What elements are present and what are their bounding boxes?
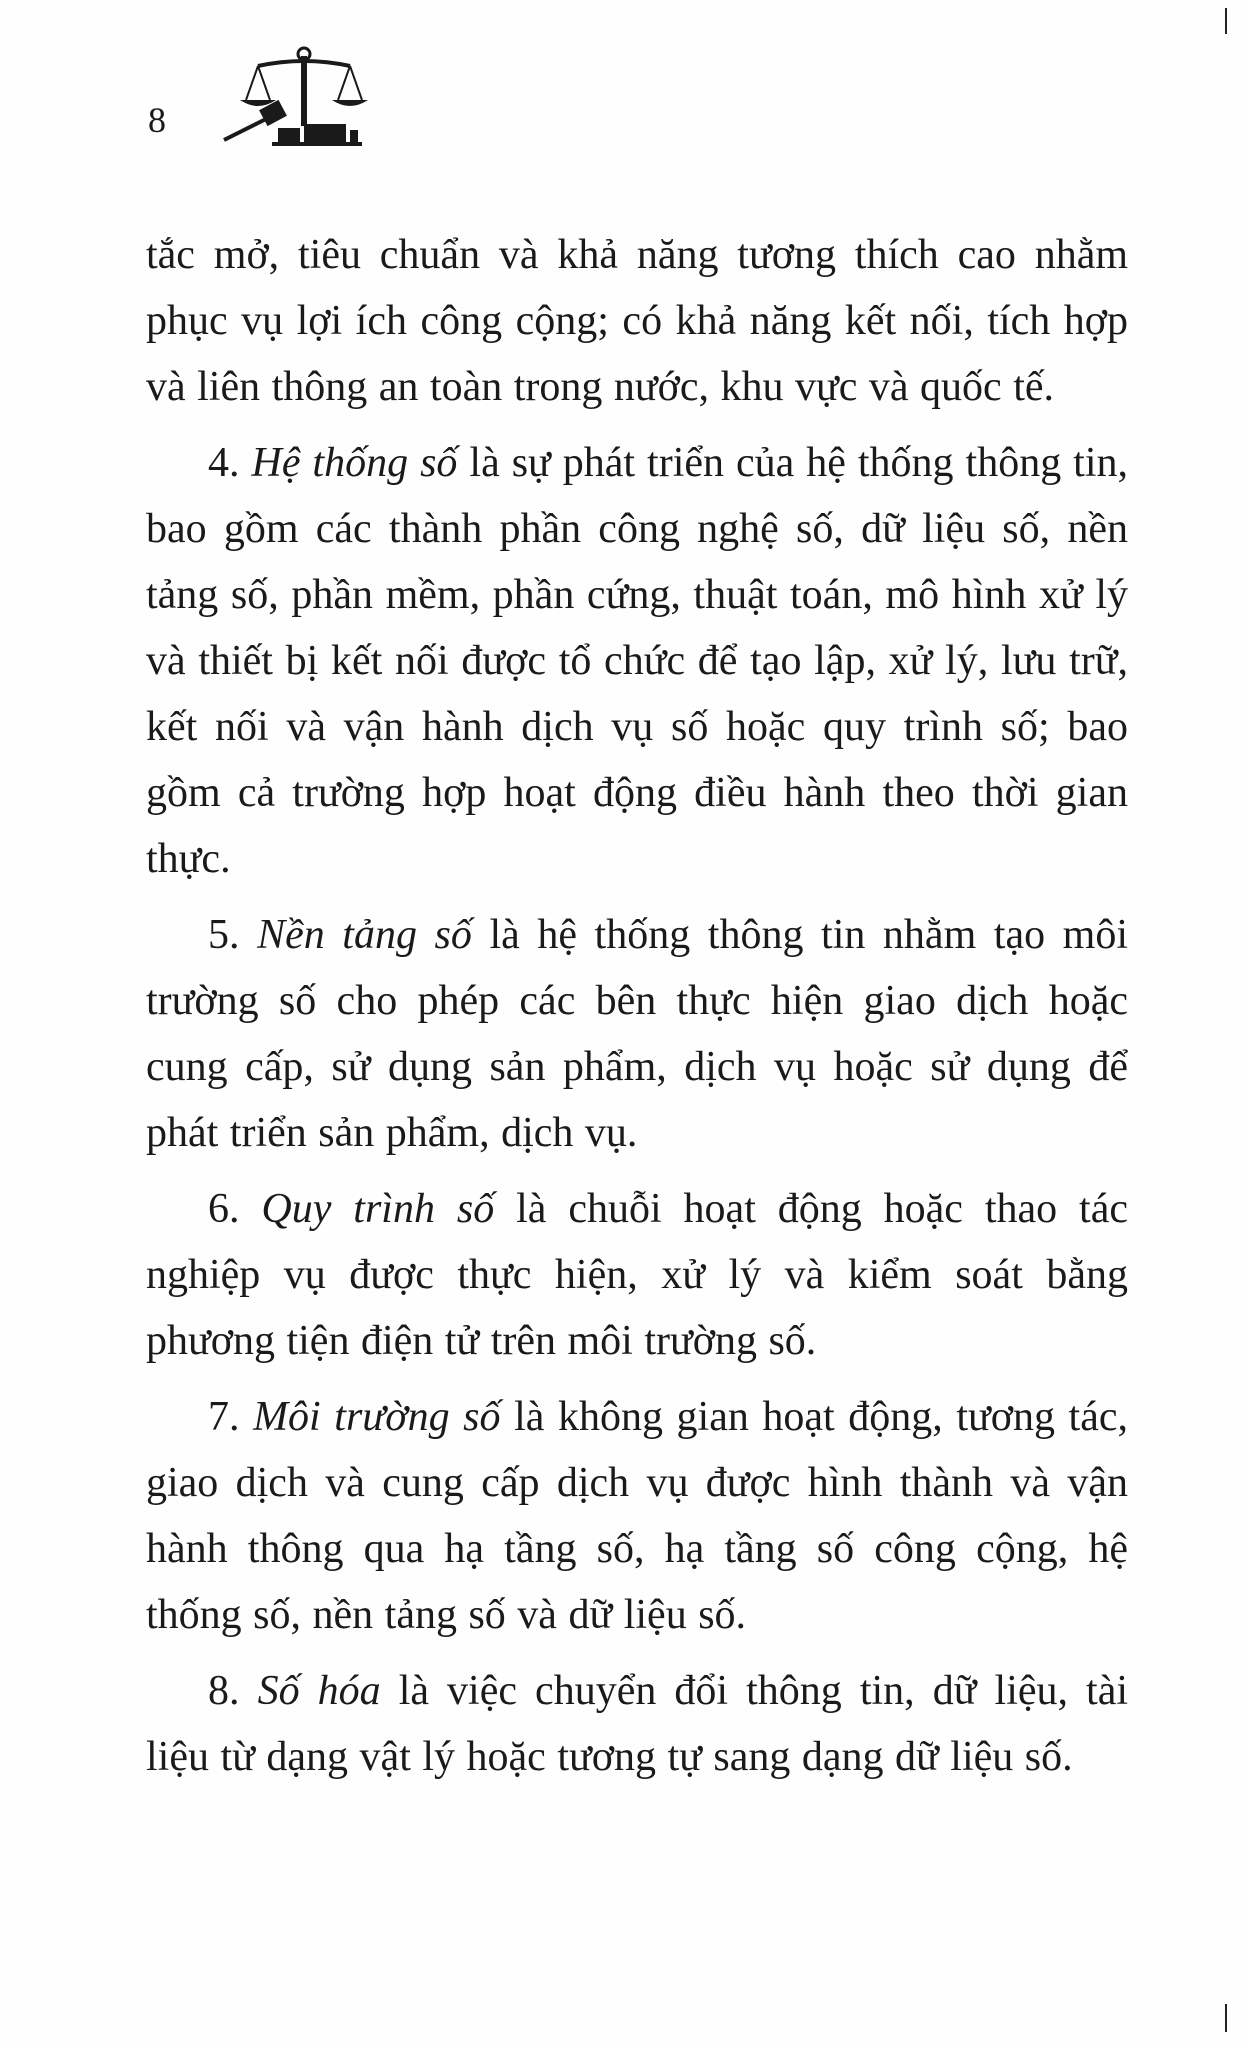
article-body [146,222,1128,1790]
paragraph-continued [146,222,1128,420]
defined-term: Quy trình số [261,1186,495,1232]
item-number: 7. [208,1394,240,1440]
item-number: 4. [208,440,240,486]
paragraph-text: tắc mở, tiêu chuẩn và khả năng tương thích cao nhằm phục vụ lợi ích công cộng; có khả năng kết nối, tích hợp và liên thông an toàn trong nước, khu vực và quốc tế. [146,232,1128,410]
definition-text: là hệ thống thông tin nhằm tạo môi trường số cho phép các bên thực hiện giao dịch hoặc cung cấp, sử dụng sản phẩm, dịch vụ hoặc sử dụng để phát triển sản phẩm, dịch vụ. [146,912,1129,1156]
definition-text: là sự phát triển của hệ thống thông tin, bao gồm các thành phần công nghệ số, dữ liệu số, nền tảng số, phần mềm, phần cứng, thuật toán, mô hình xử lý và thiết bị kết nối được tổ chức để tạo lập, xử lý, lưu trữ, kết nối và vận hành dịch vụ số hoặc quy trình số; bao gồm cả trường hợp hoạt động điều hành theo thời gian thực. [146,440,1129,882]
definition-text: là việc chuyển đổi thông tin, dữ liệu, tài liệu từ dạng vật lý hoặc tương tự sang dạng dữ liệu số. [146,1668,1129,1780]
defined-term: Số hóa [257,1668,381,1714]
defined-term: Hệ thống số [251,440,458,486]
item-number: 6. [208,1186,240,1232]
definition-text: là không gian hoạt động, tương tác, giao dịch và cung cấp dịch vụ được hình thành và vận hành thông qua hạ tầng số, hạ tầng số công cộng, hệ thống số, nền tảng số và dữ liệu số. [146,1394,1128,1638]
right-edge-mark-bottom [1225,2004,1227,2032]
item-number: 5. [208,912,240,958]
definition-paragraph-7 [146,1384,1128,1648]
definition-paragraph-4 [146,430,1128,892]
page-number: 8 [148,100,166,140]
definition-paragraph-5 [146,902,1128,1166]
definition-paragraph-8 [146,1658,1128,1790]
right-edge-mark-top [1225,8,1227,34]
item-number: 8. [208,1668,240,1714]
page-header [148,42,408,152]
definition-text: là chuỗi hoạt động hoặc thao tác nghiệp vụ được thực hiện, xử lý và kiểm soát bằng phương tiện điện tử trên môi trường số. [146,1186,1129,1364]
defined-term: Môi trường số [253,1394,501,1440]
definition-paragraph-6 [146,1176,1128,1374]
defined-term: Nền tảng số [257,912,472,958]
scales-of-justice-icon [218,42,388,152]
